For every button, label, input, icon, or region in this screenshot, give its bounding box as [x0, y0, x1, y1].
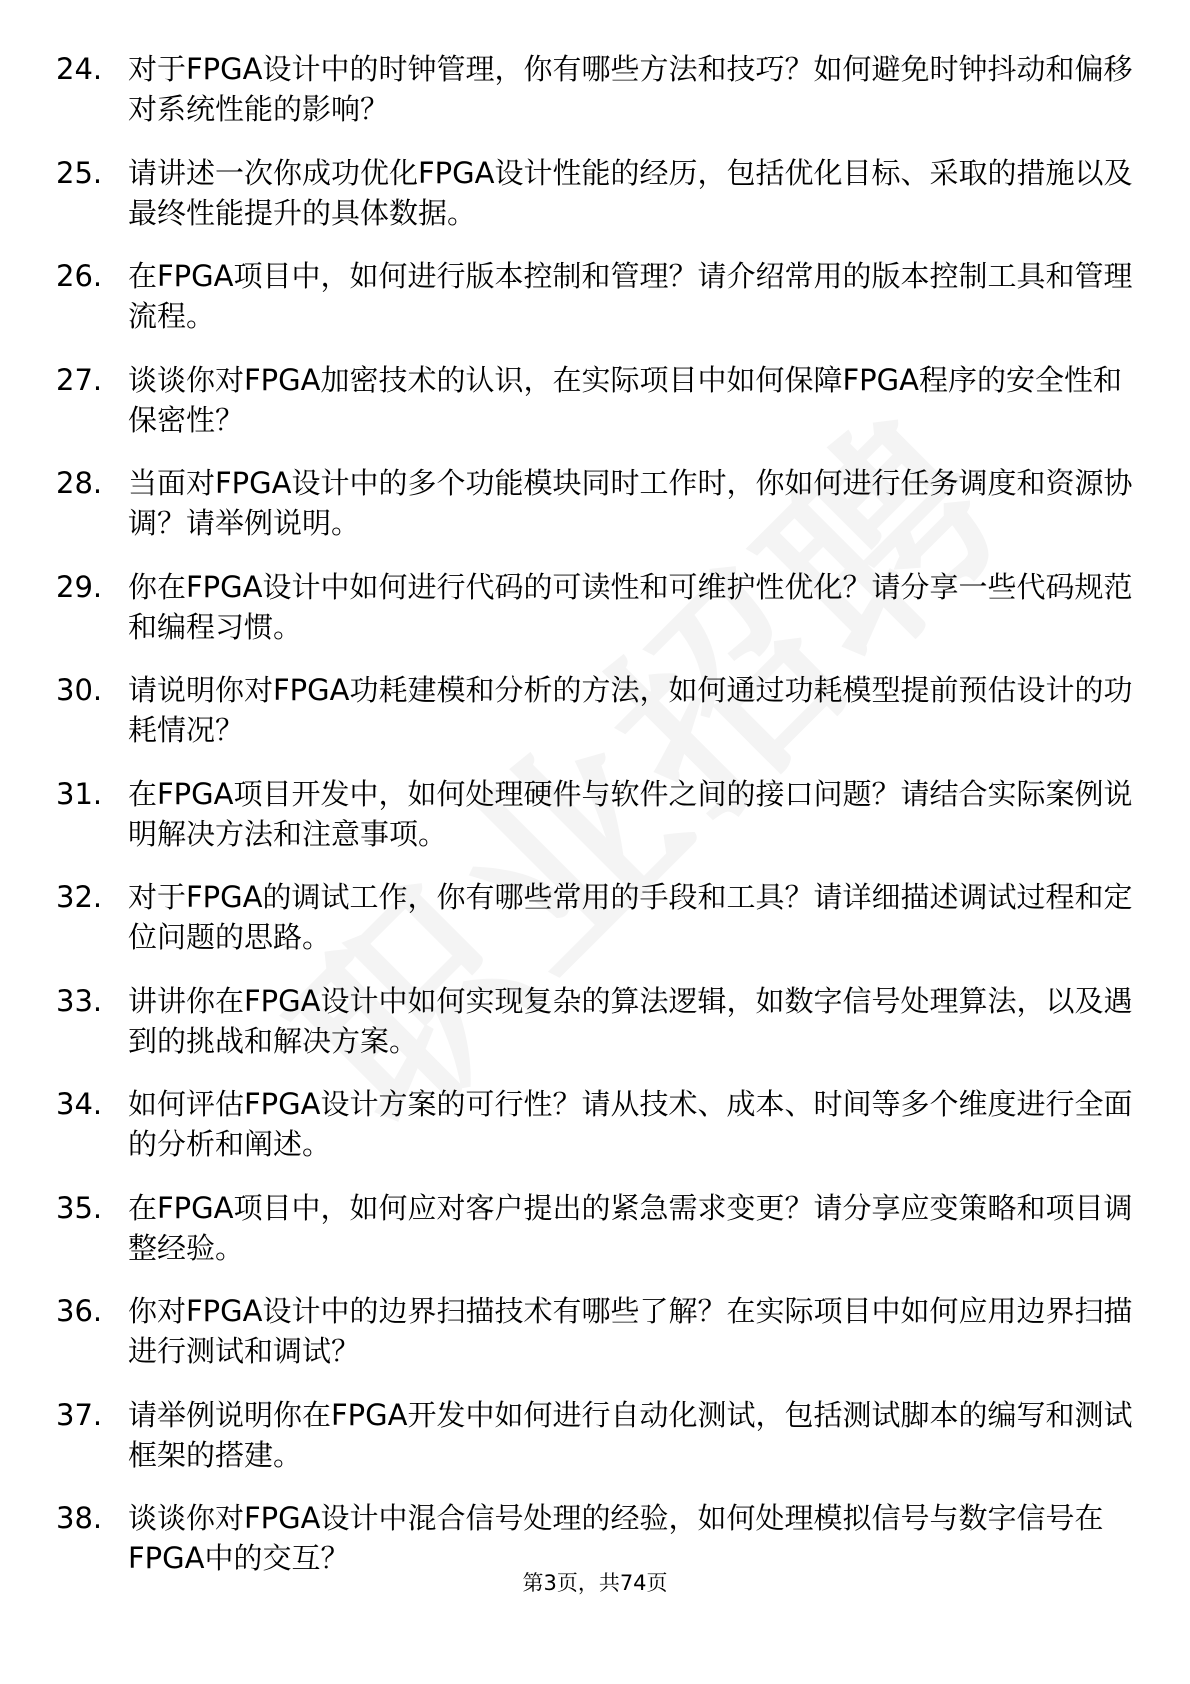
question-item-30: [56, 670, 1136, 754]
question-item-27: [56, 360, 1136, 444]
question-text: 请讲述一次你成功优化FPGA设计性能的经历，包括优化目标、采取的措施以及最终性能提升的具体数据。: [128, 155, 1133, 230]
question-item-37: [56, 1395, 1136, 1479]
question-item-35: [56, 1188, 1136, 1272]
question-number: 26.: [56, 259, 103, 293]
question-text: 对于FPGA的调试工作，你有哪些常用的手段和工具？请详细描述调试过程和定位问题的思路。: [128, 880, 1133, 954]
question-text: 如何评估FPGA设计方案的可行性？请从技术、成本、时间等多个维度进行全面的分析和阐述。: [128, 1087, 1133, 1161]
question-item-31: [56, 774, 1136, 858]
question-number: 30.: [56, 673, 103, 707]
question-text: 讲讲你在FPGA设计中如何实现复杂的算法逻辑，如数字信号处理算法，以及遇到的挑战和解决方案。: [128, 983, 1133, 1058]
question-number: 37.: [56, 1397, 103, 1432]
question-item-36: [56, 1291, 1136, 1375]
question-text: 你对FPGA设计中的边界扫描技术有哪些了解？在实际项目中如何应用边界扫描进行测试和调试？: [128, 1294, 1133, 1368]
question-item-32: [56, 877, 1136, 961]
question-number: 28.: [56, 466, 103, 500]
question-text: 谈谈你对FPGA加密技术的认识，在实际项目中如何保障FPGA程序的安全性和保密性？: [128, 362, 1122, 437]
question-text: 请说明你对FPGA功耗建模和分析的方法，如何通过功耗模型提前预估设计的功耗情况？: [128, 673, 1133, 747]
question-text: 在FPGA项目开发中，如何处理硬件与软件之间的接口问题？请结合实际案例说明解决方法和注意事项。: [128, 776, 1133, 851]
question-item-25: [56, 153, 1136, 237]
question-text: 在FPGA项目中，如何进行版本控制和管理？请介绍常用的版本控制工具和管理流程。: [128, 259, 1133, 333]
question-text: 你在FPGA设计中如何进行代码的可读性和可维护性优化？请分享一些代码规范和编程习惯。: [128, 569, 1133, 644]
question-number: 35.: [56, 1190, 103, 1225]
question-number: 36.: [56, 1294, 103, 1328]
question-number: 33.: [56, 983, 103, 1018]
page-number-label: 第3页，共74页: [522, 1571, 668, 1595]
question-number: 32.: [56, 880, 103, 914]
question-text: 谈谈你对FPGA设计中混合信号处理的经验，如何处理模拟信号与数字信号在FPGA中的交互？: [128, 1501, 1104, 1575]
question-number: 31.: [56, 776, 103, 811]
question-item-26: [56, 256, 1136, 340]
question-number: 34.: [56, 1087, 103, 1121]
question-number: 29.: [56, 569, 103, 604]
question-number: 27.: [56, 362, 103, 397]
question-item-28: [56, 463, 1136, 547]
question-text: 在FPGA项目中，如何应对客户提出的紧急需求变更？请分享应变策略和项目调整经验。: [128, 1190, 1133, 1265]
question-number: 24.: [56, 52, 103, 86]
question-item-33: [56, 981, 1136, 1065]
question-item-24: [56, 49, 1136, 133]
question-list: [56, 49, 1136, 1602]
page-footer: [0, 1569, 1190, 1597]
question-text: 对于FPGA设计中的时钟管理，你有哪些方法和技巧？如何避免时钟抖动和偏移对系统性能的影响？: [128, 52, 1133, 126]
question-item-34: [56, 1084, 1136, 1168]
question-number: 25.: [56, 155, 103, 190]
question-item-29: [56, 567, 1136, 651]
question-text: 请举例说明你在FPGA开发中如何进行自动化测试，包括测试脚本的编写和测试框架的搭建。: [128, 1397, 1133, 1472]
question-text: 当面对FPGA设计中的多个功能模块同时工作时，你如何进行任务调度和资源协调？请举例说明。: [128, 466, 1133, 540]
question-number: 38.: [56, 1501, 103, 1535]
